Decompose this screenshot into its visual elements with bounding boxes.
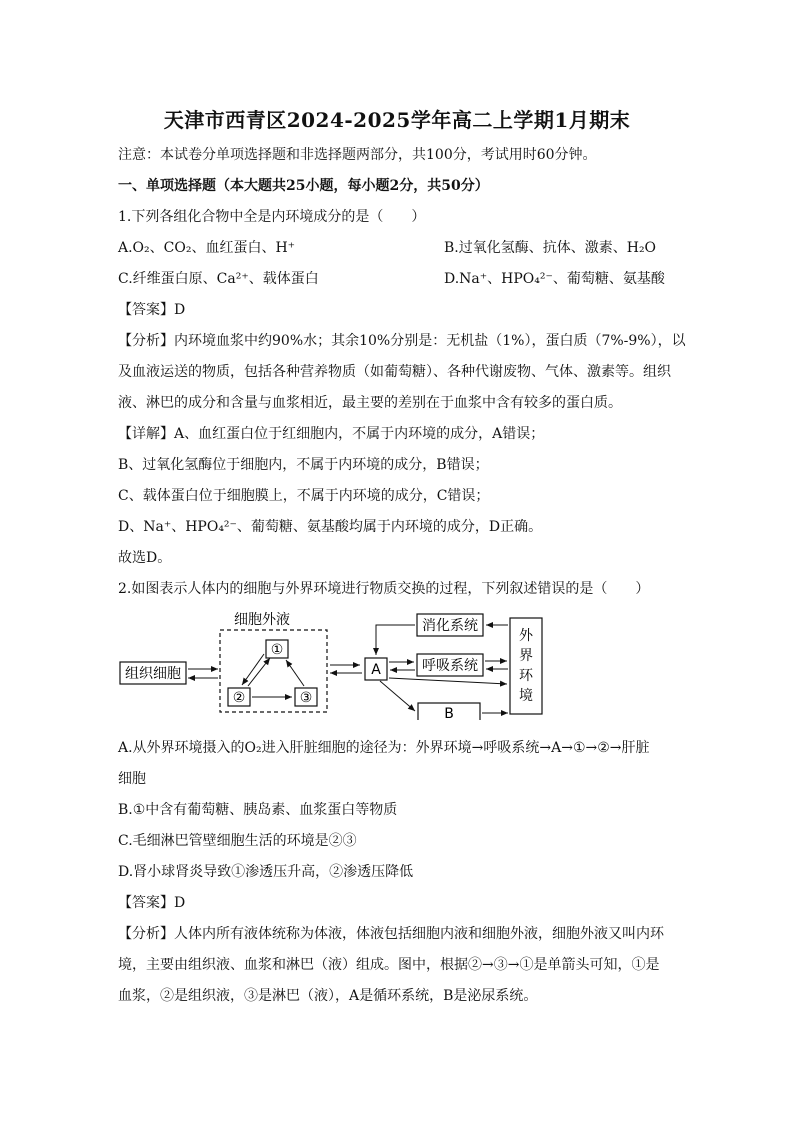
question-2-answer: 【答案】D: [118, 895, 186, 911]
question-1-analysis-line: 及血液运送的物质，包括各种营养物质（如葡萄糖）、各种代谢废物、气体、激素等。组织: [118, 364, 671, 380]
question-1-detail-line: 故选D。: [118, 550, 172, 566]
node-2-label: ②: [232, 690, 246, 706]
ecf-label: 细胞外液: [234, 612, 290, 628]
question-1-stem: 1.下列各组化合物中全是内环境成分的是（ ）: [118, 209, 426, 225]
question-1-option-d: D.Na⁺、HPO₄²⁻、葡萄糖、氨基酸: [444, 271, 665, 287]
question-1-option-c: C.纤维蛋白原、Ca²⁺、载体蛋白: [118, 271, 319, 287]
node-1-label: ①: [270, 642, 284, 658]
question-1-detail-line: D、Na⁺、HPO₄²⁻、葡萄糖、氨基酸均属于内环境的成分，D正确。: [118, 519, 543, 535]
question-2-analysis-line: 血浆，②是组织液，③是淋巴（液），A是循环系统，B是泌尿系统。: [118, 988, 538, 1004]
question-1-option-a: A.O₂、CO₂、血红蛋白、H⁺: [118, 240, 296, 256]
question-2-option-a: A.从外界环境摄入的O₂进入肝脏细胞的途径为：外界环境→呼吸系统→A→①→②→肝脏: [118, 740, 650, 756]
notice-text: 注意：本试卷分单项选择题和非选择题两部分，共100分，考试用时60分钟。: [118, 147, 597, 163]
system-b-label: B: [444, 706, 454, 720]
tissue-cell-label: 组织细胞: [125, 666, 181, 682]
question-2-stem: 2.如图表示人体内的细胞与外界环境进行物质交换的过程，下列叙述错误的是（ ）: [118, 581, 650, 597]
arrow: [380, 681, 415, 711]
section-heading: 一、单项选择题（本大题共25小题，每小题2分，共50分）: [118, 178, 489, 194]
external-environment-char: 境: [519, 688, 533, 704]
question-1-detail-line: B、过氧化氢酶位于细胞内，不属于内环境的成分，B错误；: [118, 457, 489, 473]
arrow: [376, 625, 415, 655]
node-3-label: ③: [299, 690, 313, 706]
question-1-analysis-line: 【分析】内环境血浆中约90%水；其余10%分别是：无机盐（1%），蛋白质（7%-9%），以: [118, 333, 686, 349]
question-2-option-b: B.①中含有葡萄糖、胰岛素、血浆蛋白等物质: [118, 802, 398, 818]
question-1-answer: 【答案】D: [118, 302, 186, 318]
respiratory-system-label: 呼吸系统: [422, 658, 478, 674]
question-1-detail-line: C、载体蛋白位于细胞膜上，不属于内环境的成分，C错误；: [118, 488, 490, 504]
question-2-option-c: C.毛细淋巴管壁细胞生活的环境是②③: [118, 833, 357, 849]
question-2-option-a-cont: 细胞: [118, 771, 146, 787]
digestive-system-label: 消化系统: [422, 618, 478, 634]
arrow: [389, 678, 507, 684]
question-1-detail-line: 【详解】A、血红蛋白位于红细胞内，不属于内环境的成分，A错误；: [118, 426, 545, 442]
system-a-label: A: [371, 662, 381, 678]
external-environment-char: 环: [519, 668, 533, 684]
question-2-analysis-line: 【分析】人体内所有液体统称为体液，体液包括细胞内液和细胞外液，细胞外液又叫内环: [118, 926, 664, 942]
external-environment-char: 界: [519, 648, 533, 664]
external-environment-char: 外: [519, 628, 533, 644]
page-title: 天津市西青区2024-2025学年高二上学期1月期末: [163, 108, 631, 132]
arrow: [286, 660, 304, 686]
question-1-analysis-line: 液、淋巴的成分和含量与血浆相近，最主要的差别在于血浆中含有较多的蛋白质。: [118, 395, 622, 411]
question-2-option-d: D.肾小球肾炎导致①渗透压升高，②渗透压降低: [118, 864, 414, 880]
body-fluid-exchange-diagram: [118, 608, 550, 720]
question-2-analysis-line: 境，主要由组织液、血浆和淋巴（液）组成。图中，根据②→③→①是单箭头可知，①是: [118, 957, 660, 973]
question-1-option-b: B.过氧化氢酶、抗体、激素、H₂O: [444, 240, 657, 256]
